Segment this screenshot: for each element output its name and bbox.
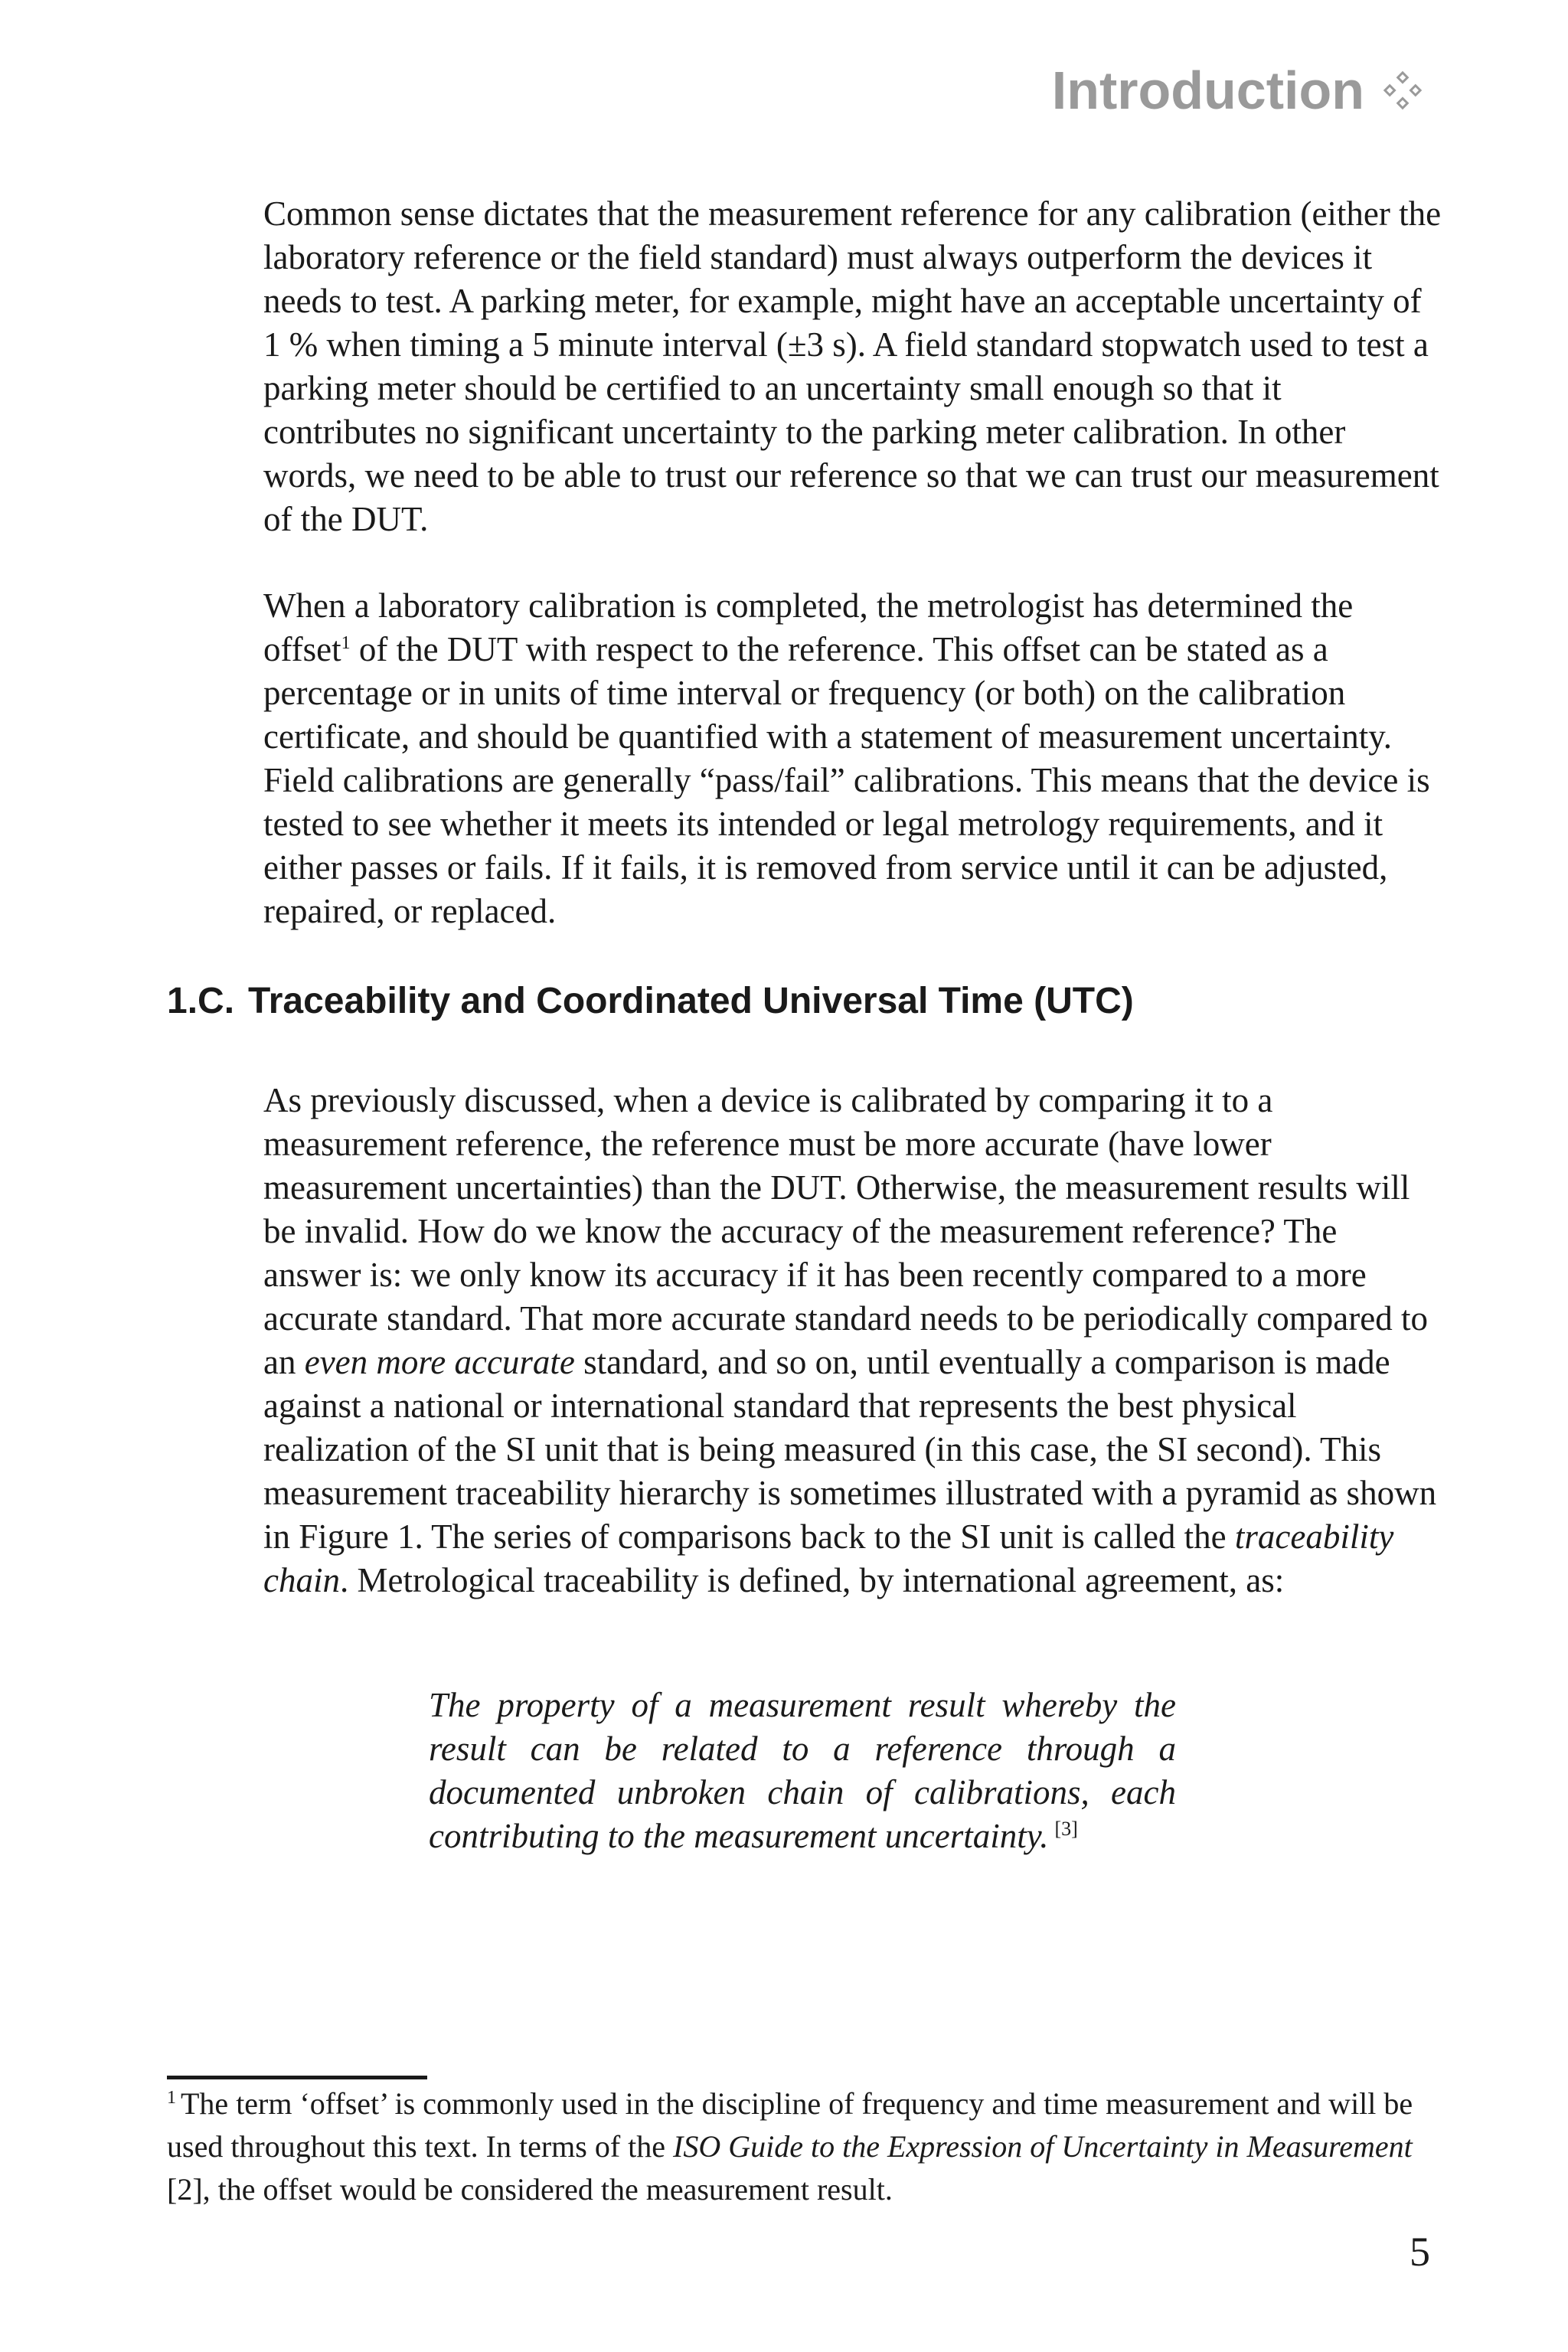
section-title: Traceability and Coordinated Universal Time (UTC) xyxy=(248,981,1134,1021)
section-label: Introduction xyxy=(1051,60,1364,120)
definition-block-quote xyxy=(429,1684,1176,1858)
footnote-reference[interactable]: 1 xyxy=(341,633,351,653)
running-header xyxy=(1052,60,1424,121)
emphasis-text: traceability chain xyxy=(263,1517,1394,1599)
section-number: 1.C. xyxy=(167,981,235,1021)
page-number: 5 xyxy=(1410,2229,1430,2275)
paragraph-traceability xyxy=(263,1079,1442,1602)
section-heading xyxy=(167,978,1134,1024)
footnote-marker: 1 xyxy=(167,2087,176,2108)
footnote-divider xyxy=(167,2076,427,2079)
four-diamond-ornament-icon xyxy=(1381,69,1424,112)
quote-text: The property of a measurement result whereby the result can be related to a reference through a documented unbroken chain of calibrations, each contributing to the measurement uncertainty. xyxy=(429,1686,1176,1855)
citation-reference[interactable]: [3] xyxy=(1054,1818,1078,1840)
footnote-text: The term ‘offset’ is commonly used in the discipline of frequency and time measurement and will be used throughout this text. In terms of the xyxy=(167,2086,1413,2164)
paragraph-measurement-reference: Common sense dictates that the measurement reference for any calibration (either the laboratory reference or the field standard) must always outperform the devices it needs to test. A parking meter, for example, might have an acceptable uncertainty of 1 % when timing a 5 minute interval (±3 s). A field standard stopwatch used to test a parking meter should be certified to an uncertainty small enough so that it contributes no significant uncertainty to the parking meter calibration. In other words, we need to be able to trust our reference so that we can trust our measurement of the DUT. xyxy=(263,194,1442,538)
footnote-citation-title: ISO Guide to the Expression of Uncertainty in Measurement xyxy=(673,2129,1413,2164)
footnote-text: [2], the offset would be considered the measurement result. xyxy=(167,2172,893,2207)
paragraph-text: of the DUT with respect to the reference. This offset can be stated as a percentage or in units of time interval or frequency (or both) on the calibration certificate, and should be quantified with a statement of measurement uncertainty. Field calibrations are generally “pass/fail” calibrations. This means that the device is tested to see whether it meets its intended or legal metrology requirements, and it either passes or fails. If it fails, it is removed from service until it can be adjusted, repaired, or replaced. xyxy=(263,630,1430,930)
paragraph-text: When a laboratory calibration is completed, the metrologist has determined the offset xyxy=(263,586,1354,668)
paragraph-text: As previously discussed, when a device is calibrated by comparing it to a measurement reference, the reference must be more accurate (have lower measurement uncertainties) than the DUT. Otherwise, the measurement results will be invalid. How do we know the accuracy of the measurement reference? The answer is: we only know its accuracy if it has been recently compared to a more accurate standard. That more accurate standard needs to be periodically compared to an xyxy=(263,1081,1428,1381)
paragraph-laboratory-calibration xyxy=(263,584,1442,933)
emphasis-text: even more accurate xyxy=(304,1343,575,1381)
footnote xyxy=(167,2082,1446,2211)
paragraph-text: standard, and so on, until eventually a comparison is made against a national or international standard that represents the best physical realization of the SI unit that is being measured (in this case, the SI second). This measurement traceability hierarchy is sometimes illustrated with a pyramid as shown in Figure 1. The series of comparisons back to the SI unit is called the xyxy=(263,1343,1437,1556)
paragraph-text: . Metrological traceability is defined, by international agreement, as: xyxy=(339,1561,1285,1599)
